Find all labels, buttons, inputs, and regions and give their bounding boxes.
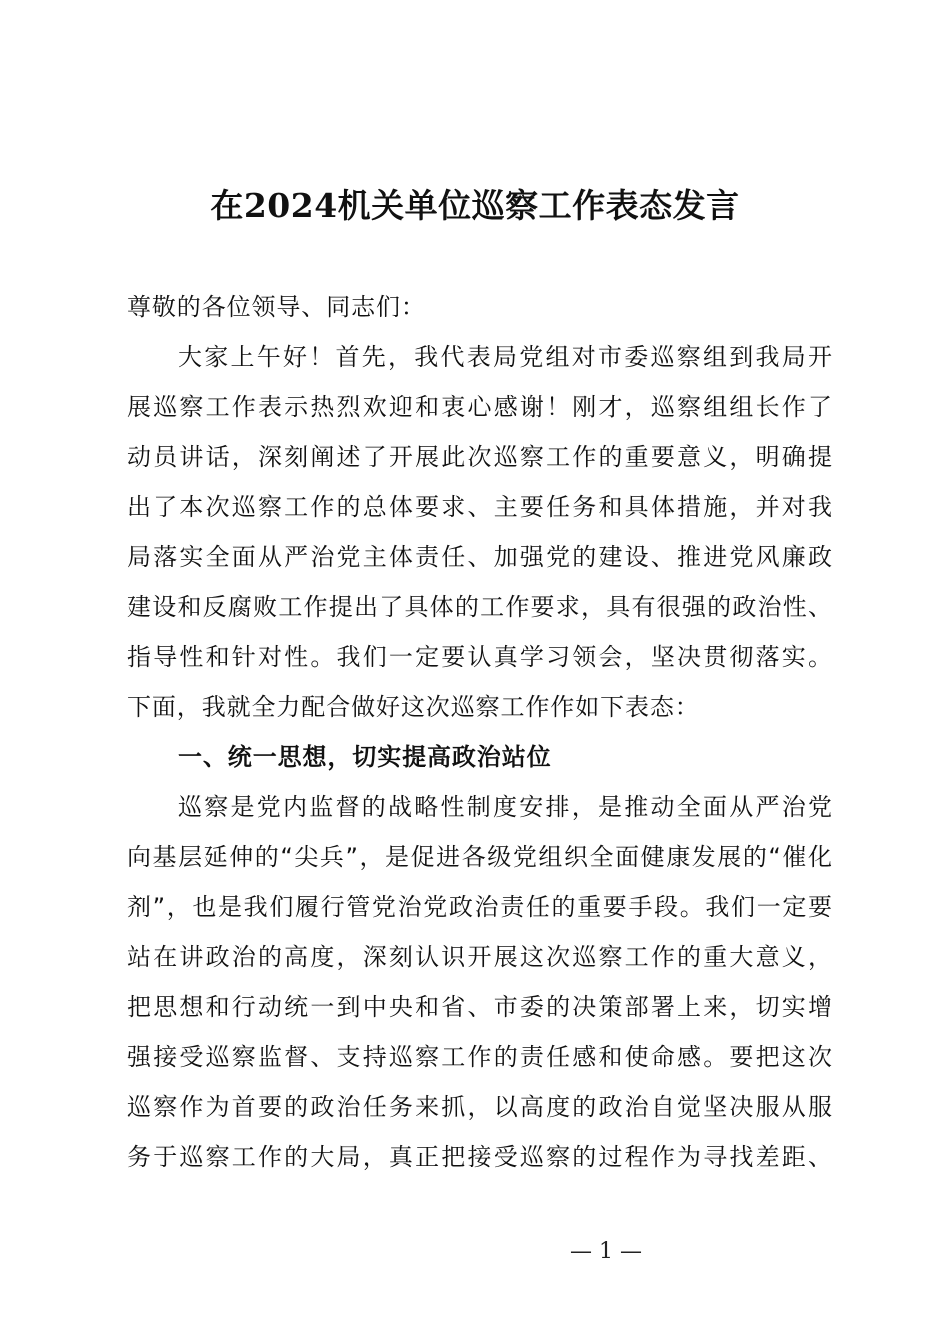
paragraph-line: 强接受巡察监督、支持巡察工作的责任感和使命感。要把这次 — [127, 1043, 832, 1071]
paragraph-line: 下面，我就全力配合做好这次巡察工作作如下表态： — [127, 693, 700, 721]
paragraph-line: 巡察作为首要的政治任务来抓，以高度的政治自觉坚决服从服 — [127, 1093, 832, 1121]
paragraph-line: 把思想和行动统一到中央和省、市委的决策部署上来，切实增 — [127, 993, 832, 1021]
paragraph-line: 向基层延伸的“尖兵”，是促进各级党组织全面健康发展的“催化 — [127, 843, 832, 871]
paragraph-line: 出了本次巡察工作的总体要求、主要任务和具体措施，并对我 — [127, 493, 832, 521]
paragraph-line: 大家上午好！首先，我代表局党组对市委巡察组到我局开 — [178, 343, 832, 371]
paragraph-line: 指导性和针对性。我们一定要认真学习领会，坚决贯彻落实。 — [127, 643, 832, 671]
salutation: 尊敬的各位领导、同志们： — [127, 293, 426, 321]
paragraph-1 — [127, 332, 832, 732]
paragraph-line: 站在讲政治的高度，深刻认识开展这次巡察工作的重大意义， — [127, 943, 832, 971]
paragraph-line: 巡察是党内监督的战略性制度安排，是推动全面从严治党 — [178, 793, 832, 821]
document-body — [127, 282, 832, 1182]
paragraph-line: 务于巡察工作的大局，真正把接受巡察的过程作为寻找差距、 — [127, 1143, 832, 1171]
paragraph-line: 局落实全面从严治党主体责任、加强党的建设、推进党风廉政 — [127, 543, 832, 571]
page-number: — 1 — — [570, 1239, 642, 1264]
section-heading: 一、统一思想，切实提高政治站位 — [178, 743, 552, 771]
paragraph-line: 建设和反腐败工作提出了具体的工作要求，具有很强的政治性、 — [127, 593, 832, 621]
paragraph-line: 展巡察工作表示热烈欢迎和衷心感谢！刚才，巡察组组长作了 — [127, 393, 832, 421]
document-title: 在2024机关单位巡察工作表态发言 — [210, 186, 740, 225]
paragraph-2 — [127, 782, 832, 1182]
paragraph-line: 剂”，也是我们履行管党治党政治责任的重要手段。我们一定要 — [127, 893, 832, 921]
paragraph-line: 动员讲话，深刻阐述了开展此次巡察工作的重要意义，明确提 — [127, 443, 832, 471]
